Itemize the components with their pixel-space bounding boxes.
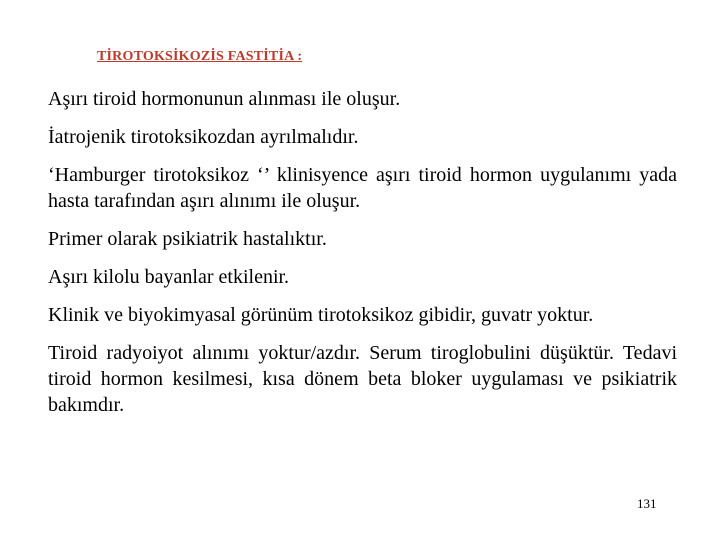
paragraph-7: Tiroid radyoiyot alınımı yoktur/azdır. Serum tiroglobulini düşüktür. Tedavi tiroid hormon kesilmesi, kısa dönem beta bloker uygulaması ve psikiatrik bakımdır. bbox=[48, 342, 677, 416]
paragraph-3: ‘Hamburger tirotoksikoz ‘’ klinisyence aşırı tiroid hormon uygulanımı yada hasta tarafından aşırı alınımı ile oluşur. bbox=[48, 164, 677, 212]
paragraph-2: İatrojenik tirotoksikozdan ayrılmalıdır. bbox=[48, 126, 359, 148]
paragraph-5: Aşırı kilolu bayanlar etkilenir. bbox=[48, 266, 290, 288]
paragraph-1: Aşırı tiroid hormonunun alınması ile oluşur. bbox=[48, 88, 401, 110]
slide-title: TİROTOKSİKOZİS FASTİTİA : bbox=[97, 49, 303, 64]
paragraph-6: Klinik ve biyokimyasal görünüm tirotoksikoz gibidir, guvatr yoktur. bbox=[48, 304, 594, 326]
page-number: 131 bbox=[637, 496, 657, 511]
slide-content bbox=[48, 86, 677, 430]
paragraph-4: Primer olarak psikiatrik hastalıktır. bbox=[48, 228, 327, 250]
